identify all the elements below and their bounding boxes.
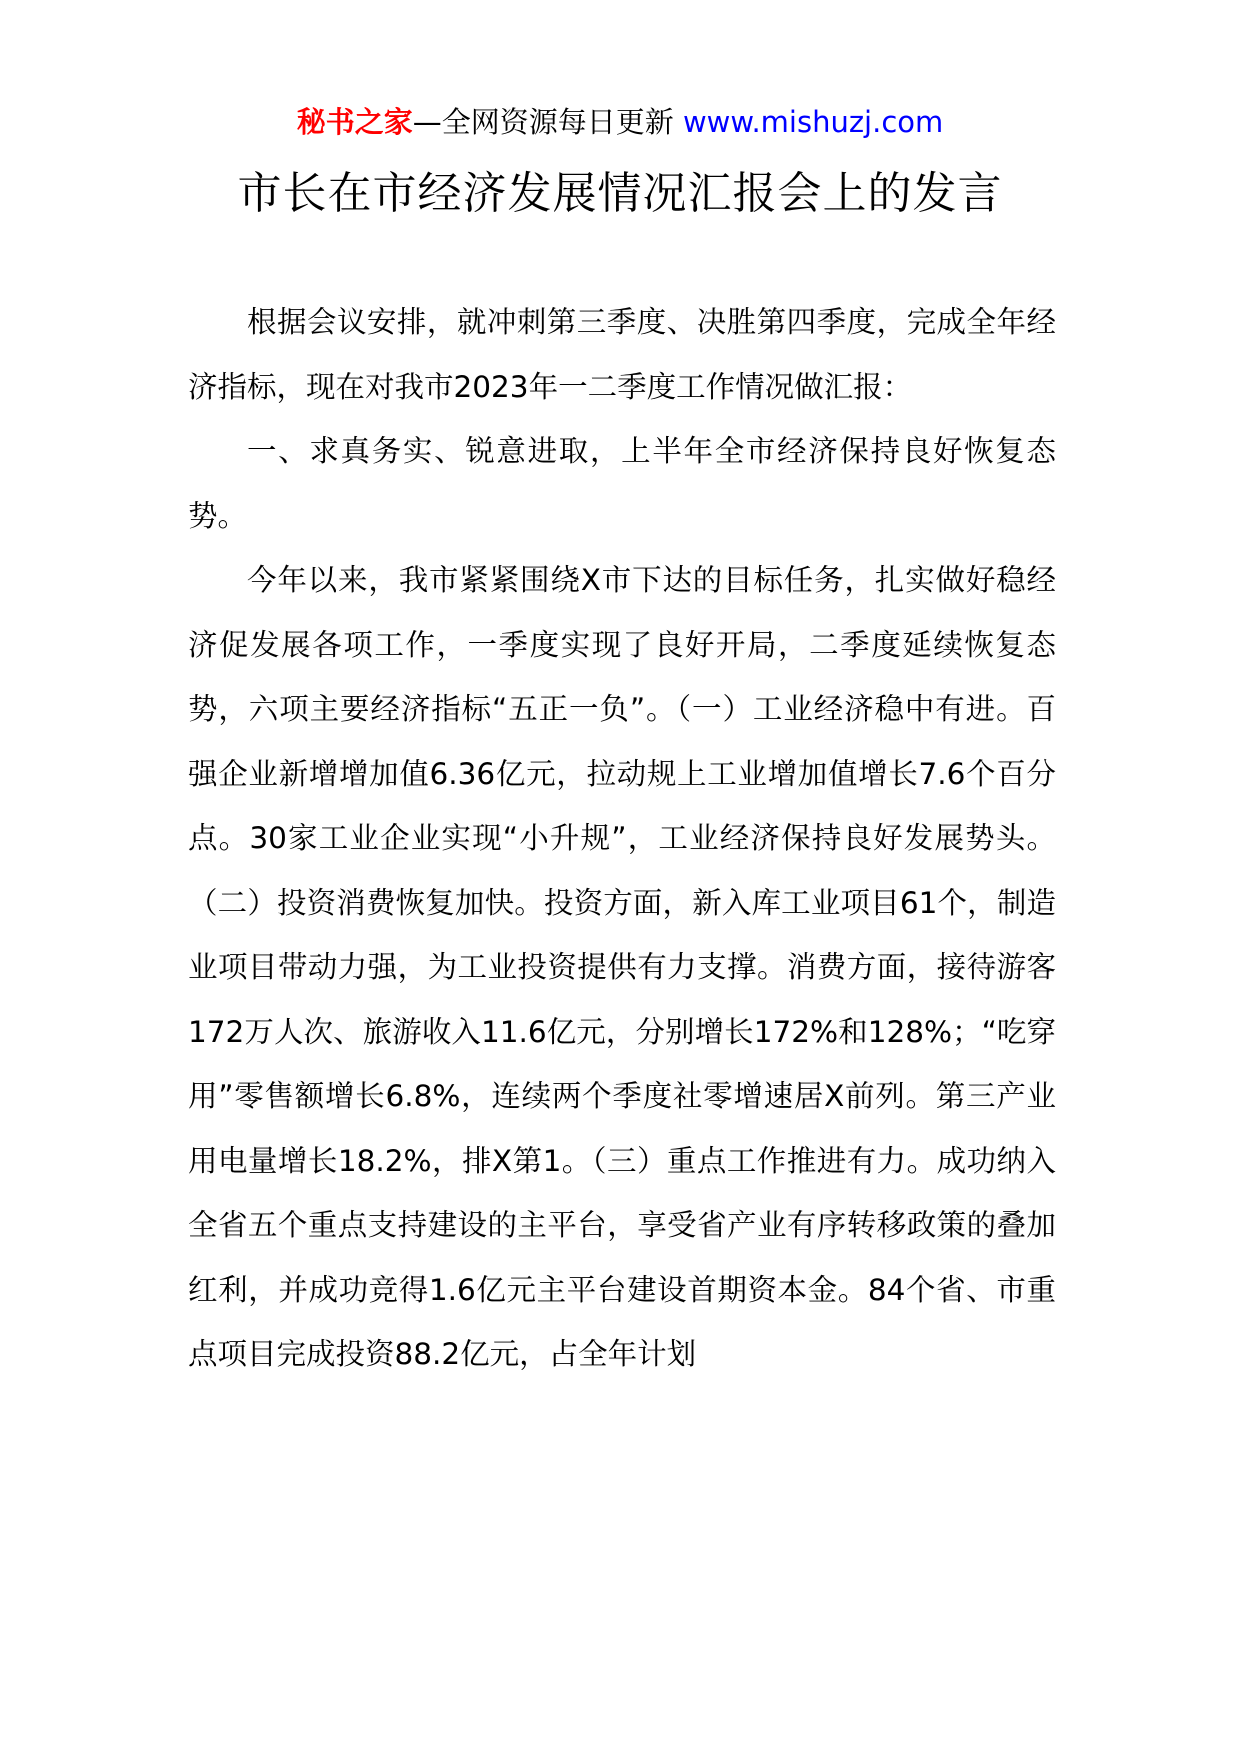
banner-tagline: —全网资源每日更新 xyxy=(412,105,683,139)
section-heading-1: 一、求真务实、锐意进取，上半年全市经济保持良好恢复态势。 xyxy=(188,434,1056,533)
brand-name: 秘书之家 xyxy=(296,105,413,139)
document-title: 市长在市经济发展情况汇报会上的发言 xyxy=(237,168,1003,219)
intro-paragraph: 根据会议安排，就冲刺第三季度、决胜第四季度，完成全年经济指标，现在对我市2023年一二季度工作情况做汇报： xyxy=(188,305,1056,404)
site-banner xyxy=(0,100,1240,144)
site-url-link[interactable]: www.mishuzj.com xyxy=(682,105,944,139)
document-body xyxy=(188,290,1056,1387)
body-paragraph: 今年以来，我市紧紧围绕X市下达的目标任务，扎实做好稳经济促发展各项工作，一季度实现了良好开局，二季度延续恢复态势，六项主要经济指标“五正一负”。（一）工业经济稳中有进。百强企业新增增加值6.36亿元，拉动规上工业增加值增长7.6个百分点。30家工业企业实现“小升规”，工业经济保持良好发展势头。（二）投资消费恢复加快。投资方面，新入库工业项目61个，制造业项目带动力强，为工业投资提供有力支撑。消费方面，接待游客172万人次、旅游收入11.6亿元，分别增长172%和128%；“吃穿用”零售额增长6.8%，连续两个季度社零增速居X前列。第三产业用电量增长18.2%，排X第1。（三）重点工作推进有力。成功纳入全省五个重点支持建设的主平台，享受省产业有序转移政策的叠加红利，并成功竞得1.6亿元主平台建设首期资本金。84个省、市重点项目完成投资88.2亿元，占全年计划 xyxy=(188,563,1056,1371)
